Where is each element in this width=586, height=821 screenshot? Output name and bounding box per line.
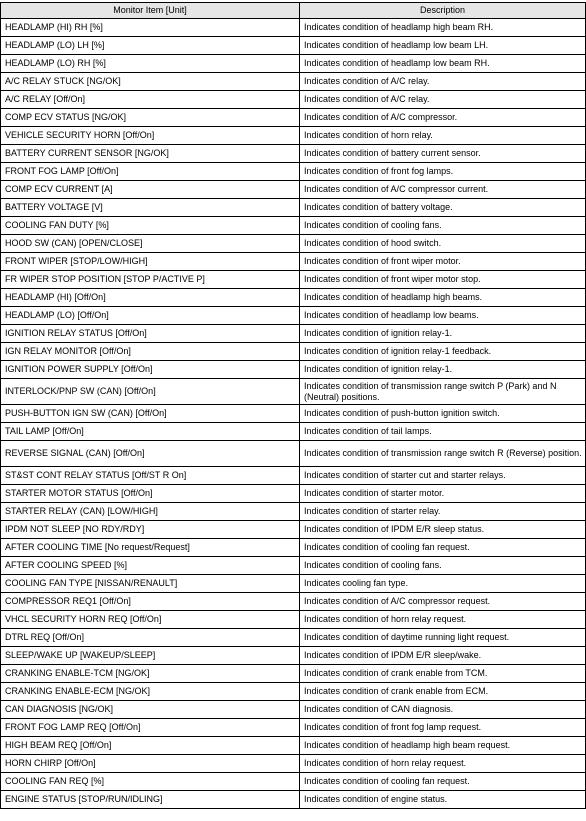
description-cell: Indicates condition of IPDM E/R sleep/wake. [300, 647, 586, 665]
monitor-item-cell: VEHICLE SECURITY HORN [Off/On] [1, 127, 300, 145]
table-row [1, 737, 586, 755]
table-row [1, 127, 586, 145]
table-row [1, 521, 586, 539]
monitor-item-cell: COMPRESSOR REQ1 [Off/On] [1, 593, 300, 611]
table-row [1, 289, 586, 307]
description-cell: Indicates condition of crank enable from ECM. [300, 683, 586, 701]
monitor-item-cell: FRONT FOG LAMP [Off/On] [1, 163, 300, 181]
table-row [1, 485, 586, 503]
description-cell: Indicates condition of starter motor. [300, 485, 586, 503]
table-row [1, 235, 586, 253]
monitor-item-cell: A/C RELAY [Off/On] [1, 91, 300, 109]
monitor-item-cell: CAN DIAGNOSIS [NG/OK] [1, 701, 300, 719]
description-cell: Indicates condition of headlamp high beams. [300, 289, 586, 307]
monitor-item-cell: STARTER RELAY (CAN) [LOW/HIGH] [1, 503, 300, 521]
monitor-item-cell: BATTERY VOLTAGE [V] [1, 199, 300, 217]
monitor-item-cell: PUSH-BUTTON IGN SW (CAN) [Off/On] [1, 405, 300, 423]
description-cell: Indicates condition of headlamp low beam LH. [300, 37, 586, 55]
monitor-item-cell: COOLING FAN TYPE [NISSAN/RENAULT] [1, 575, 300, 593]
description-cell: Indicates condition of IPDM E/R sleep status. [300, 521, 586, 539]
description-cell: Indicates condition of horn relay. [300, 127, 586, 145]
description-cell: Indicates condition of cooling fans. [300, 557, 586, 575]
table-row [1, 19, 586, 37]
header-description: Description [300, 3, 586, 19]
table-row [1, 55, 586, 73]
monitor-item-cell: AFTER COOLING TIME [No request/Request] [1, 539, 300, 557]
description-cell: Indicates condition of cooling fan request. [300, 773, 586, 791]
table-row [1, 361, 586, 379]
description-cell: Indicates condition of transmission range switch R (Reverse) position. [300, 441, 586, 467]
monitor-item-cell: SLEEP/WAKE UP [WAKEUP/SLEEP] [1, 647, 300, 665]
monitor-item-cell: IGNITION RELAY STATUS [Off/On] [1, 325, 300, 343]
monitor-item-cell: COOLING FAN REQ [%] [1, 773, 300, 791]
table-row [1, 379, 586, 405]
table-row [1, 539, 586, 557]
description-cell: Indicates condition of crank enable from TCM. [300, 665, 586, 683]
table-row [1, 91, 586, 109]
table-row [1, 575, 586, 593]
description-cell: Indicates condition of A/C relay. [300, 91, 586, 109]
description-cell: Indicates condition of battery current sensor. [300, 145, 586, 163]
table-row [1, 271, 586, 289]
table-header-row [1, 3, 586, 19]
monitor-item-cell: IPDM NOT SLEEP [NO RDY/RDY] [1, 521, 300, 539]
monitor-item-cell: HOOD SW (CAN) [OPEN/CLOSE] [1, 235, 300, 253]
monitor-item-cell: CRANKING ENABLE-TCM [NG/OK] [1, 665, 300, 683]
description-cell: Indicates condition of A/C compressor current. [300, 181, 586, 199]
monitor-item-cell: STARTER MOTOR STATUS [Off/On] [1, 485, 300, 503]
table-row [1, 791, 586, 809]
monitor-item-cell: HORN CHIRP [Off/On] [1, 755, 300, 773]
monitor-item-cell: HEADLAMP (HI) [Off/On] [1, 289, 300, 307]
description-cell: Indicates condition of cooling fan request. [300, 539, 586, 557]
monitor-item-cell: CRANKING ENABLE-ECM [NG/OK] [1, 683, 300, 701]
monitor-item-table [0, 2, 586, 809]
table-row [1, 163, 586, 181]
table-row [1, 307, 586, 325]
description-cell: Indicates condition of horn relay request. [300, 611, 586, 629]
description-cell: Indicates condition of A/C relay. [300, 73, 586, 91]
table-row [1, 145, 586, 163]
table-row [1, 701, 586, 719]
description-cell: Indicates condition of transmission range switch P (Park) and N (Neutral) positions. [300, 379, 586, 405]
description-cell: Indicates condition of ignition relay-1. [300, 361, 586, 379]
table-row [1, 755, 586, 773]
description-cell: Indicates condition of engine status. [300, 791, 586, 809]
table-row [1, 441, 586, 467]
monitor-item-cell: AFTER COOLING SPEED [%] [1, 557, 300, 575]
description-cell: Indicates condition of front fog lamps. [300, 163, 586, 181]
monitor-item-cell: INTERLOCK/PNP SW (CAN) [Off/On] [1, 379, 300, 405]
monitor-item-cell: TAIL LAMP [Off/On] [1, 423, 300, 441]
description-cell: Indicates condition of headlamp low beam RH. [300, 55, 586, 73]
table-body [1, 19, 586, 809]
table-row [1, 665, 586, 683]
description-cell: Indicates condition of cooling fans. [300, 217, 586, 235]
monitor-item-cell: IGNITION POWER SUPPLY [Off/On] [1, 361, 300, 379]
description-cell: Indicates condition of headlamp low beams. [300, 307, 586, 325]
monitor-item-cell: HIGH BEAM REQ [Off/On] [1, 737, 300, 755]
description-cell: Indicates condition of A/C compressor. [300, 109, 586, 127]
description-cell: Indicates condition of front fog lamp request. [300, 719, 586, 737]
description-cell: Indicates condition of A/C compressor request. [300, 593, 586, 611]
monitor-item-cell: REVERSE SIGNAL (CAN) [Off/On] [1, 441, 300, 467]
description-cell: Indicates condition of tail lamps. [300, 423, 586, 441]
description-cell: Indicates condition of CAN diagnosis. [300, 701, 586, 719]
table-row [1, 37, 586, 55]
monitor-item-cell: ENGINE STATUS [STOP/RUN/IDLING] [1, 791, 300, 809]
table-row [1, 467, 586, 485]
monitor-item-cell: IGN RELAY MONITOR [Off/On] [1, 343, 300, 361]
description-cell: Indicates condition of hood switch. [300, 235, 586, 253]
monitor-item-cell: COMP ECV STATUS [NG/OK] [1, 109, 300, 127]
table-row [1, 217, 586, 235]
monitor-item-cell: HEADLAMP (LO) [Off/On] [1, 307, 300, 325]
header-monitor-item: Monitor Item [Unit] [1, 3, 300, 19]
table-row [1, 73, 586, 91]
table-row [1, 647, 586, 665]
table-row [1, 325, 586, 343]
monitor-item-cell: DTRL REQ [Off/On] [1, 629, 300, 647]
monitor-item-cell: COOLING FAN DUTY [%] [1, 217, 300, 235]
table-row [1, 343, 586, 361]
description-cell: Indicates condition of daytime running light request. [300, 629, 586, 647]
table-row [1, 593, 586, 611]
table-row [1, 557, 586, 575]
monitor-item-cell: ST&ST CONT RELAY STATUS [Off/ST R On] [1, 467, 300, 485]
description-cell: Indicates condition of starter relay. [300, 503, 586, 521]
description-cell: Indicates condition of starter cut and starter relays. [300, 467, 586, 485]
description-cell: Indicates cooling fan type. [300, 575, 586, 593]
table-row [1, 423, 586, 441]
monitor-item-cell: HEADLAMP (LO) RH [%] [1, 55, 300, 73]
description-cell: Indicates condition of headlamp high beam RH. [300, 19, 586, 37]
monitor-item-cell: BATTERY CURRENT SENSOR [NG/OK] [1, 145, 300, 163]
description-cell: Indicates condition of push-button ignition switch. [300, 405, 586, 423]
monitor-item-cell: HEADLAMP (HI) RH [%] [1, 19, 300, 37]
monitor-item-cell: FRONT FOG LAMP REQ [Off/On] [1, 719, 300, 737]
description-cell: Indicates condition of ignition relay-1. [300, 325, 586, 343]
description-cell: Indicates condition of horn relay request. [300, 755, 586, 773]
table-row [1, 405, 586, 423]
table-row [1, 181, 586, 199]
monitor-item-cell: COMP ECV CURRENT [A] [1, 181, 300, 199]
table-row [1, 719, 586, 737]
table-row [1, 109, 586, 127]
table-row [1, 253, 586, 271]
monitor-item-cell: VHCL SECURITY HORN REQ [Off/On] [1, 611, 300, 629]
monitor-item-cell: FRONT WIPER [STOP/LOW/HIGH] [1, 253, 300, 271]
table-row [1, 199, 586, 217]
monitor-item-cell: A/C RELAY STUCK [NG/OK] [1, 73, 300, 91]
table-row [1, 773, 586, 791]
table-row [1, 629, 586, 647]
description-cell: Indicates condition of front wiper motor stop. [300, 271, 586, 289]
description-cell: Indicates condition of ignition relay-1 feedback. [300, 343, 586, 361]
description-cell: Indicates condition of battery voltage. [300, 199, 586, 217]
description-cell: Indicates condition of front wiper motor. [300, 253, 586, 271]
table-row [1, 683, 586, 701]
table-row [1, 503, 586, 521]
description-cell: Indicates condition of headlamp high beam request. [300, 737, 586, 755]
table-row [1, 611, 586, 629]
monitor-item-cell: HEADLAMP (LO) LH [%] [1, 37, 300, 55]
monitor-item-cell: FR WIPER STOP POSITION [STOP P/ACTIVE P] [1, 271, 300, 289]
